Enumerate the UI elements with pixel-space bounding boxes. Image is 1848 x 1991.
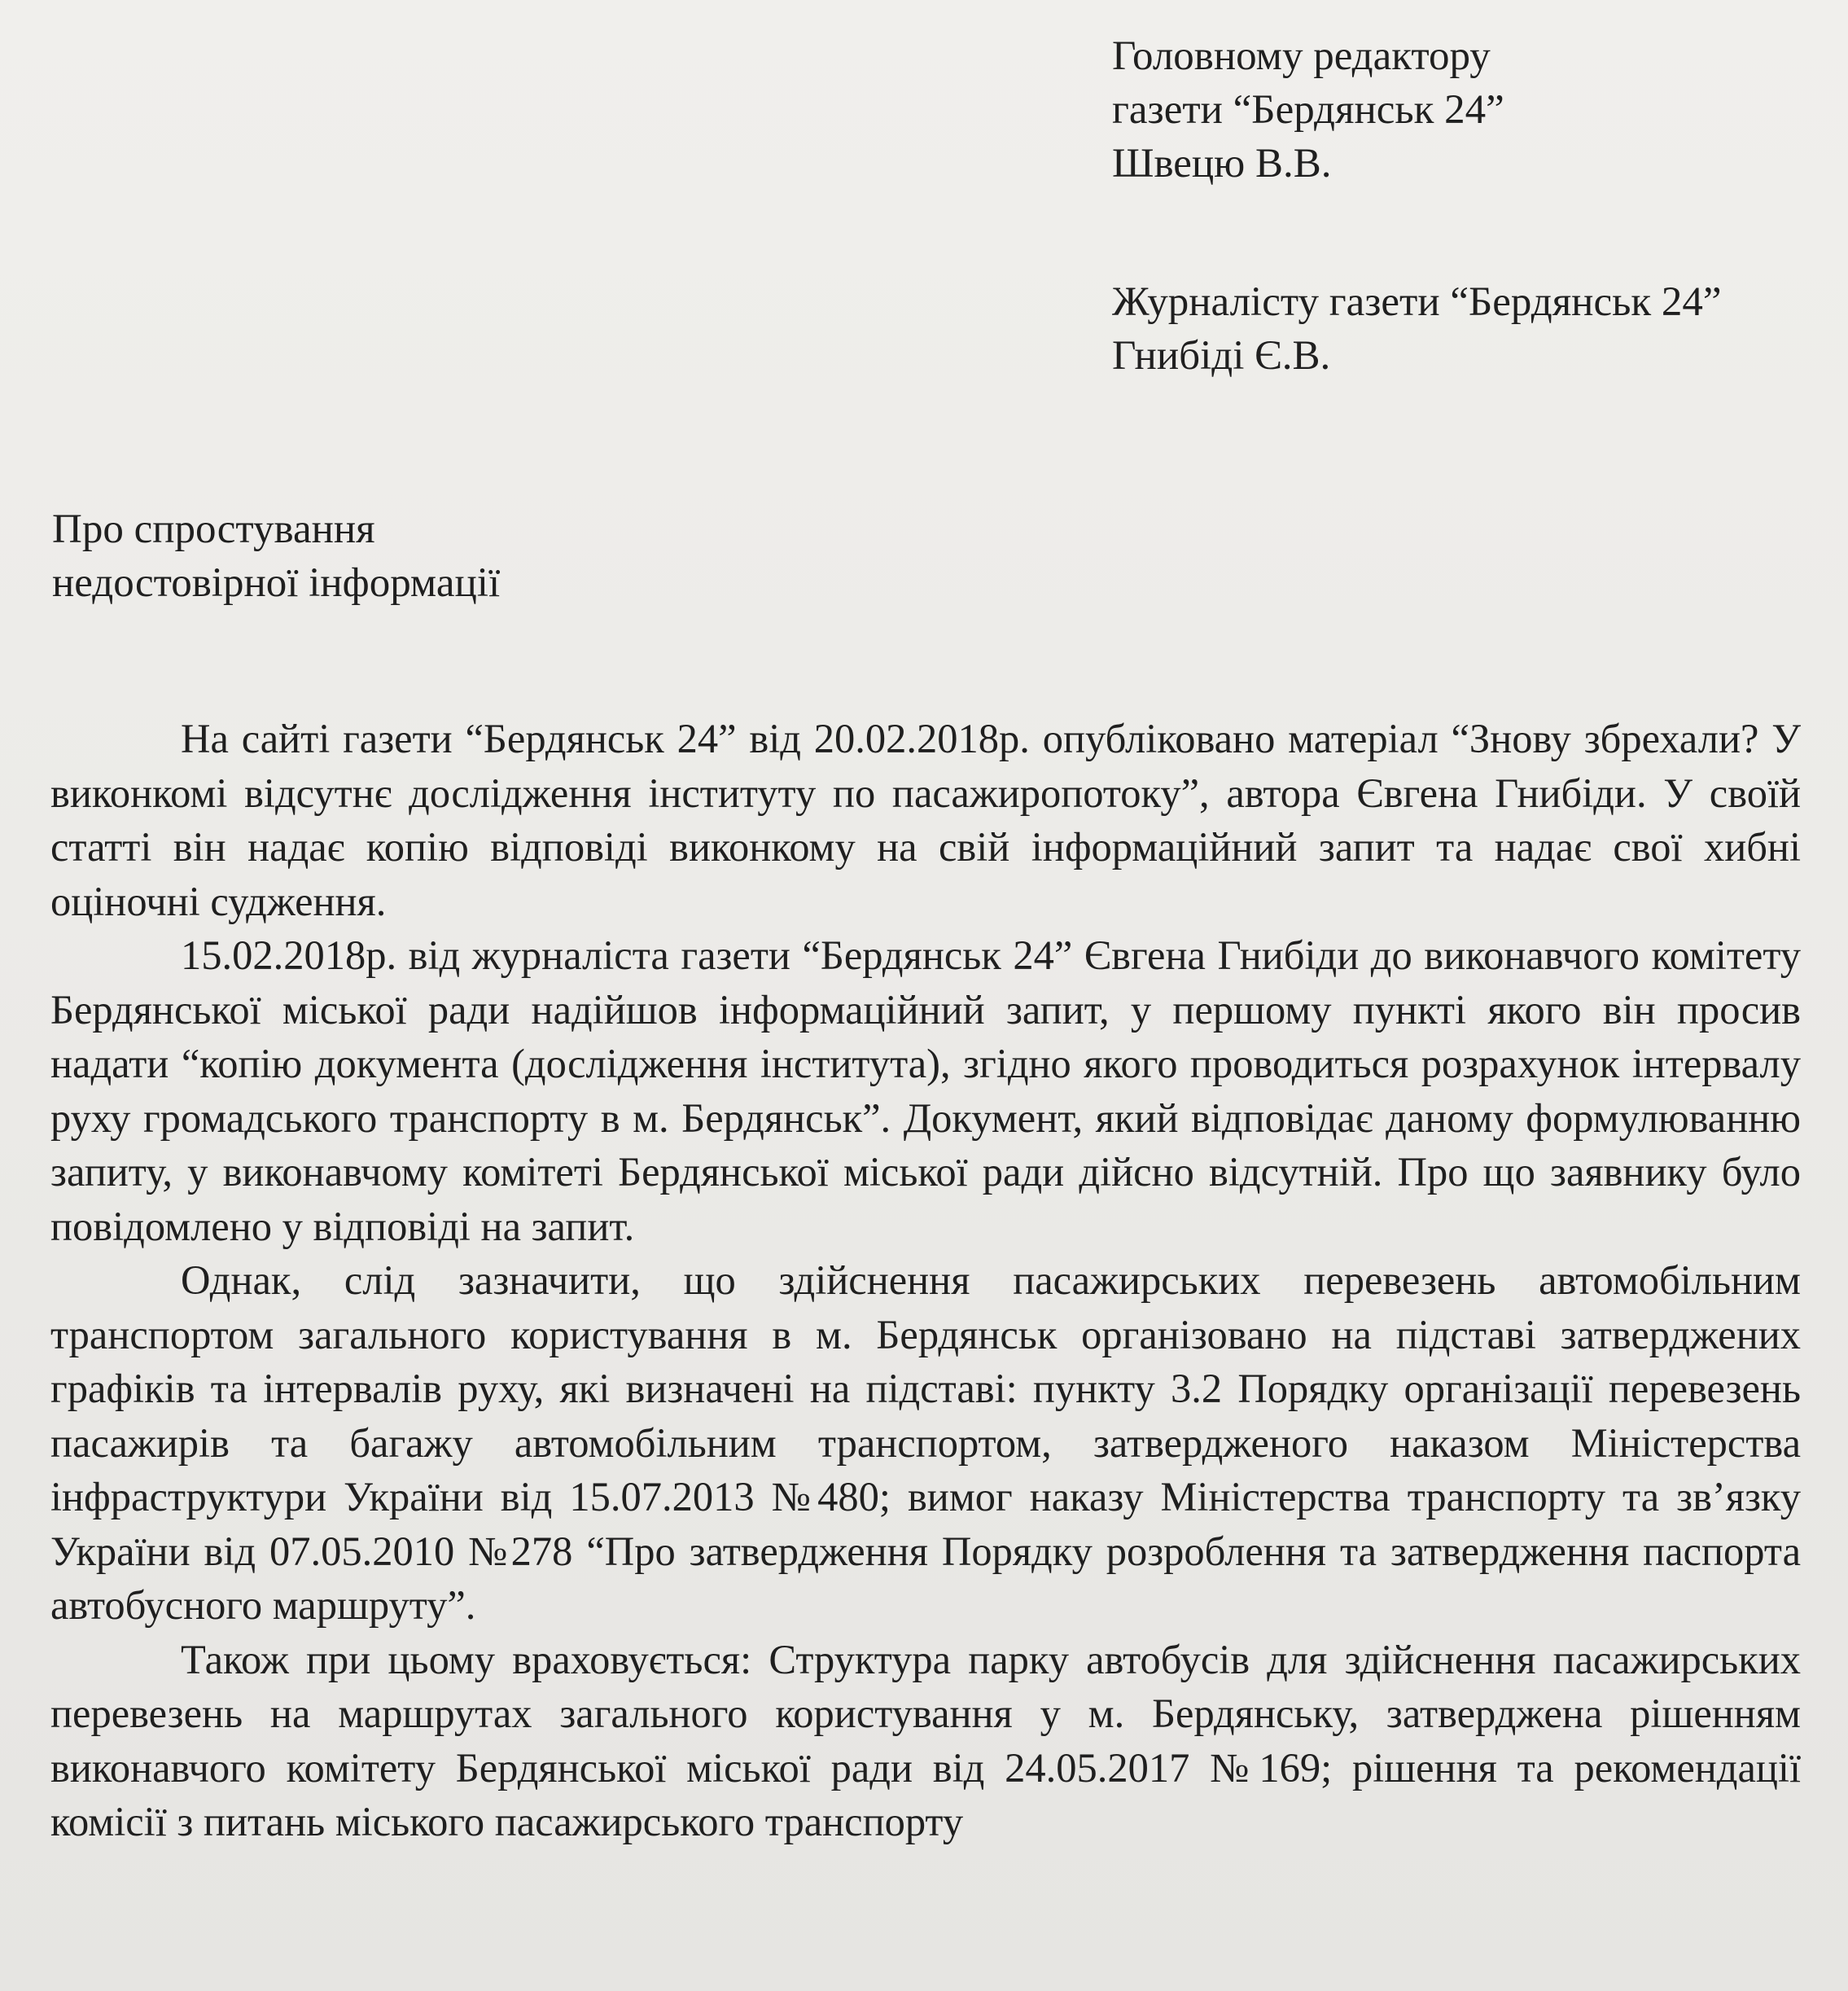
- body-paragraph: На сайті газети “Бердянськ 24” від 20.02.2018р. опубліковано матеріал “Знову збрехали? У виконкомі відсутнє дослідження інституту по пасажиропотоку”, автора Євгена Гнибіди. У своїй статті він надає копію відповіді виконкому на свій інформаційний запит та надає свої хибні оціночні судження.: [50, 716, 1801, 924]
- addressee-block: [1112, 29, 1722, 383]
- addressee-line: Швецю В.В.: [1112, 141, 1332, 186]
- addressee-line: газети “Бердянськ 24”: [1112, 87, 1504, 133]
- addressee-line: Гнибіді Є.В.: [1112, 333, 1331, 379]
- body-paragraph: 15.02.2018р. від журналіста газети “Бердянськ 24” Євгена Гнибіди до виконавчого комітету Бердянської міської ради надійшов інформаційний запит, у першому пункті якого він просив надати “копію документа (дослідження інститута), згідно якого проводиться розрахунок інтервалу руху громадського транспорту в м. Бердянськ”. Документ, який відповідає даному формулюванню запиту, у виконавчому комітеті Бердянської міської ради дійсно відсутній. Про що заявнику було повідомлено у відповіді на запит.: [50, 932, 1801, 1249]
- subject-line: недостовірної інформації: [52, 560, 501, 606]
- letter-body: [50, 712, 1801, 1849]
- subject-line: Про спростування: [52, 507, 375, 552]
- body-paragraph: Також при цьому враховується: Структура парку автобусів для здійснення пасажирських перевезень на маршрутах загального користування у м. Бердянську, затверджена рішенням виконавчого комітету Бердянської міської ради від 24.05.2017 №169; рішення та рекомендації комісії з питань міського пасажирського транспорту: [50, 1636, 1801, 1844]
- addressee-gap: [1112, 191, 1722, 275]
- addressee-line: Головному редактору: [1112, 33, 1491, 79]
- body-paragraph: Однак, слід зазначити, що здійснення пасажирських перевезень автомобільним транспортом загального користування в м. Бердянськ організовано на підставі затверджених графіків та інтервалів руху, які визначені на підставі: пункту 3.2 Порядку організації перевезень пасажирів та багажу автомобільним транспортом, затвердженого наказом Міністерства інфраструктури України від 15.07.2013 №480; вимог наказу Міністерства транспорту та зв’язку України від 07.05.2010 №278 “Про затвердження Порядку розроблення та затвердження паспорта автобусного маршруту”.: [50, 1257, 1801, 1628]
- addressee-line: Журналісту газети “Бердянськ 24”: [1112, 279, 1722, 325]
- subject-block: [52, 502, 500, 610]
